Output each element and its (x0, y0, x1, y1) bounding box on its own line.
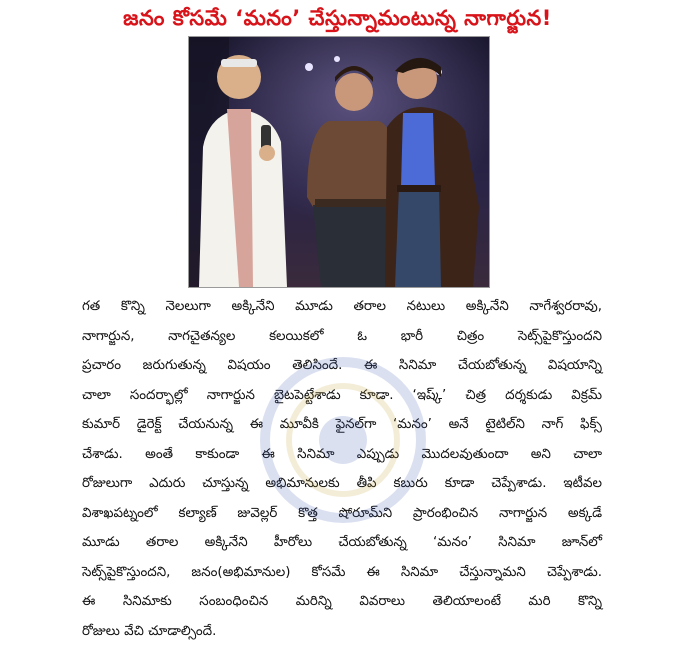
article-line: చేశాడు. అంతే కాకుండా ఈ సినిమా ఎప్పుడు మొదలవుతుందా అని చాలా (82, 446, 602, 462)
headline: జనం కోసమే ‘మనం’ చేస్తున్నామంటున్న నాగార్జున! (123, 6, 552, 30)
article-line: విశాఖపట్నంలో కల్యాణ్ జువెల్లర్ కొత్త షోరూమ్‌ని ప్రారంభించిన నాగార్జున అక్కడే (82, 505, 602, 521)
article-photo (188, 36, 490, 288)
article-line: మూడు తరాల అక్కినేని హీరోలు చేయబోతున్న ‘మనం’ సినిమా జూన్‌లో (82, 535, 602, 550)
article-line: రోజులుగా ఎదురు చూస్తున్న అభిమానులకు తీపి కబురు కూడా చెప్పేశాడు. ఇటీవల (82, 476, 602, 491)
article-line: రోజులు వేచి చూడాల్సిందే. (82, 623, 217, 639)
article-line: గత కొన్ని నెలలుగా అక్కినేని మూడు తరాల నటులు అక్కినేని నాగేశ్వరరావు, (82, 299, 602, 314)
article-line: సెట్స్‌పైకొస్తుందని, జనం(అభిమానుల) కోసమే ఈ సినిమా చేస్తున్నామని చెప్పేశాడు. (82, 564, 602, 580)
article-line: చాలా సందర్భాల్లో నాగార్జున బైటపెట్టేశాడు కూడా. ‘ఇష్క్’ చిత్ర దర్శకుడు విక్రమ్ (82, 387, 602, 403)
article-body (82, 292, 602, 646)
article-line: ఈ సినిమాకు సంబంధించిన మరిన్ని వివరాలు తెలియాలంటే మరి కొన్ని (82, 594, 602, 609)
article-line: నాగార్జున, నాగచైతన్యల కలయికలో ఓ భారీ చిత్రం సెట్స్‌పైకొస్తుందని (82, 328, 602, 344)
article-line: కుమార్ డైరెక్ట్ చేయనున్న ఈ మూవీకి ఫైనల్‌గా ‘మనం’ అనే టైటిల్‌ని నాగ్ ఫిక్స్ (82, 417, 602, 432)
article-line: ప్రచారం జరుగుతున్న విషయం తెలిసిందే. ఈ సినిమా చేయబోతున్న విషయాన్ని (82, 358, 602, 373)
